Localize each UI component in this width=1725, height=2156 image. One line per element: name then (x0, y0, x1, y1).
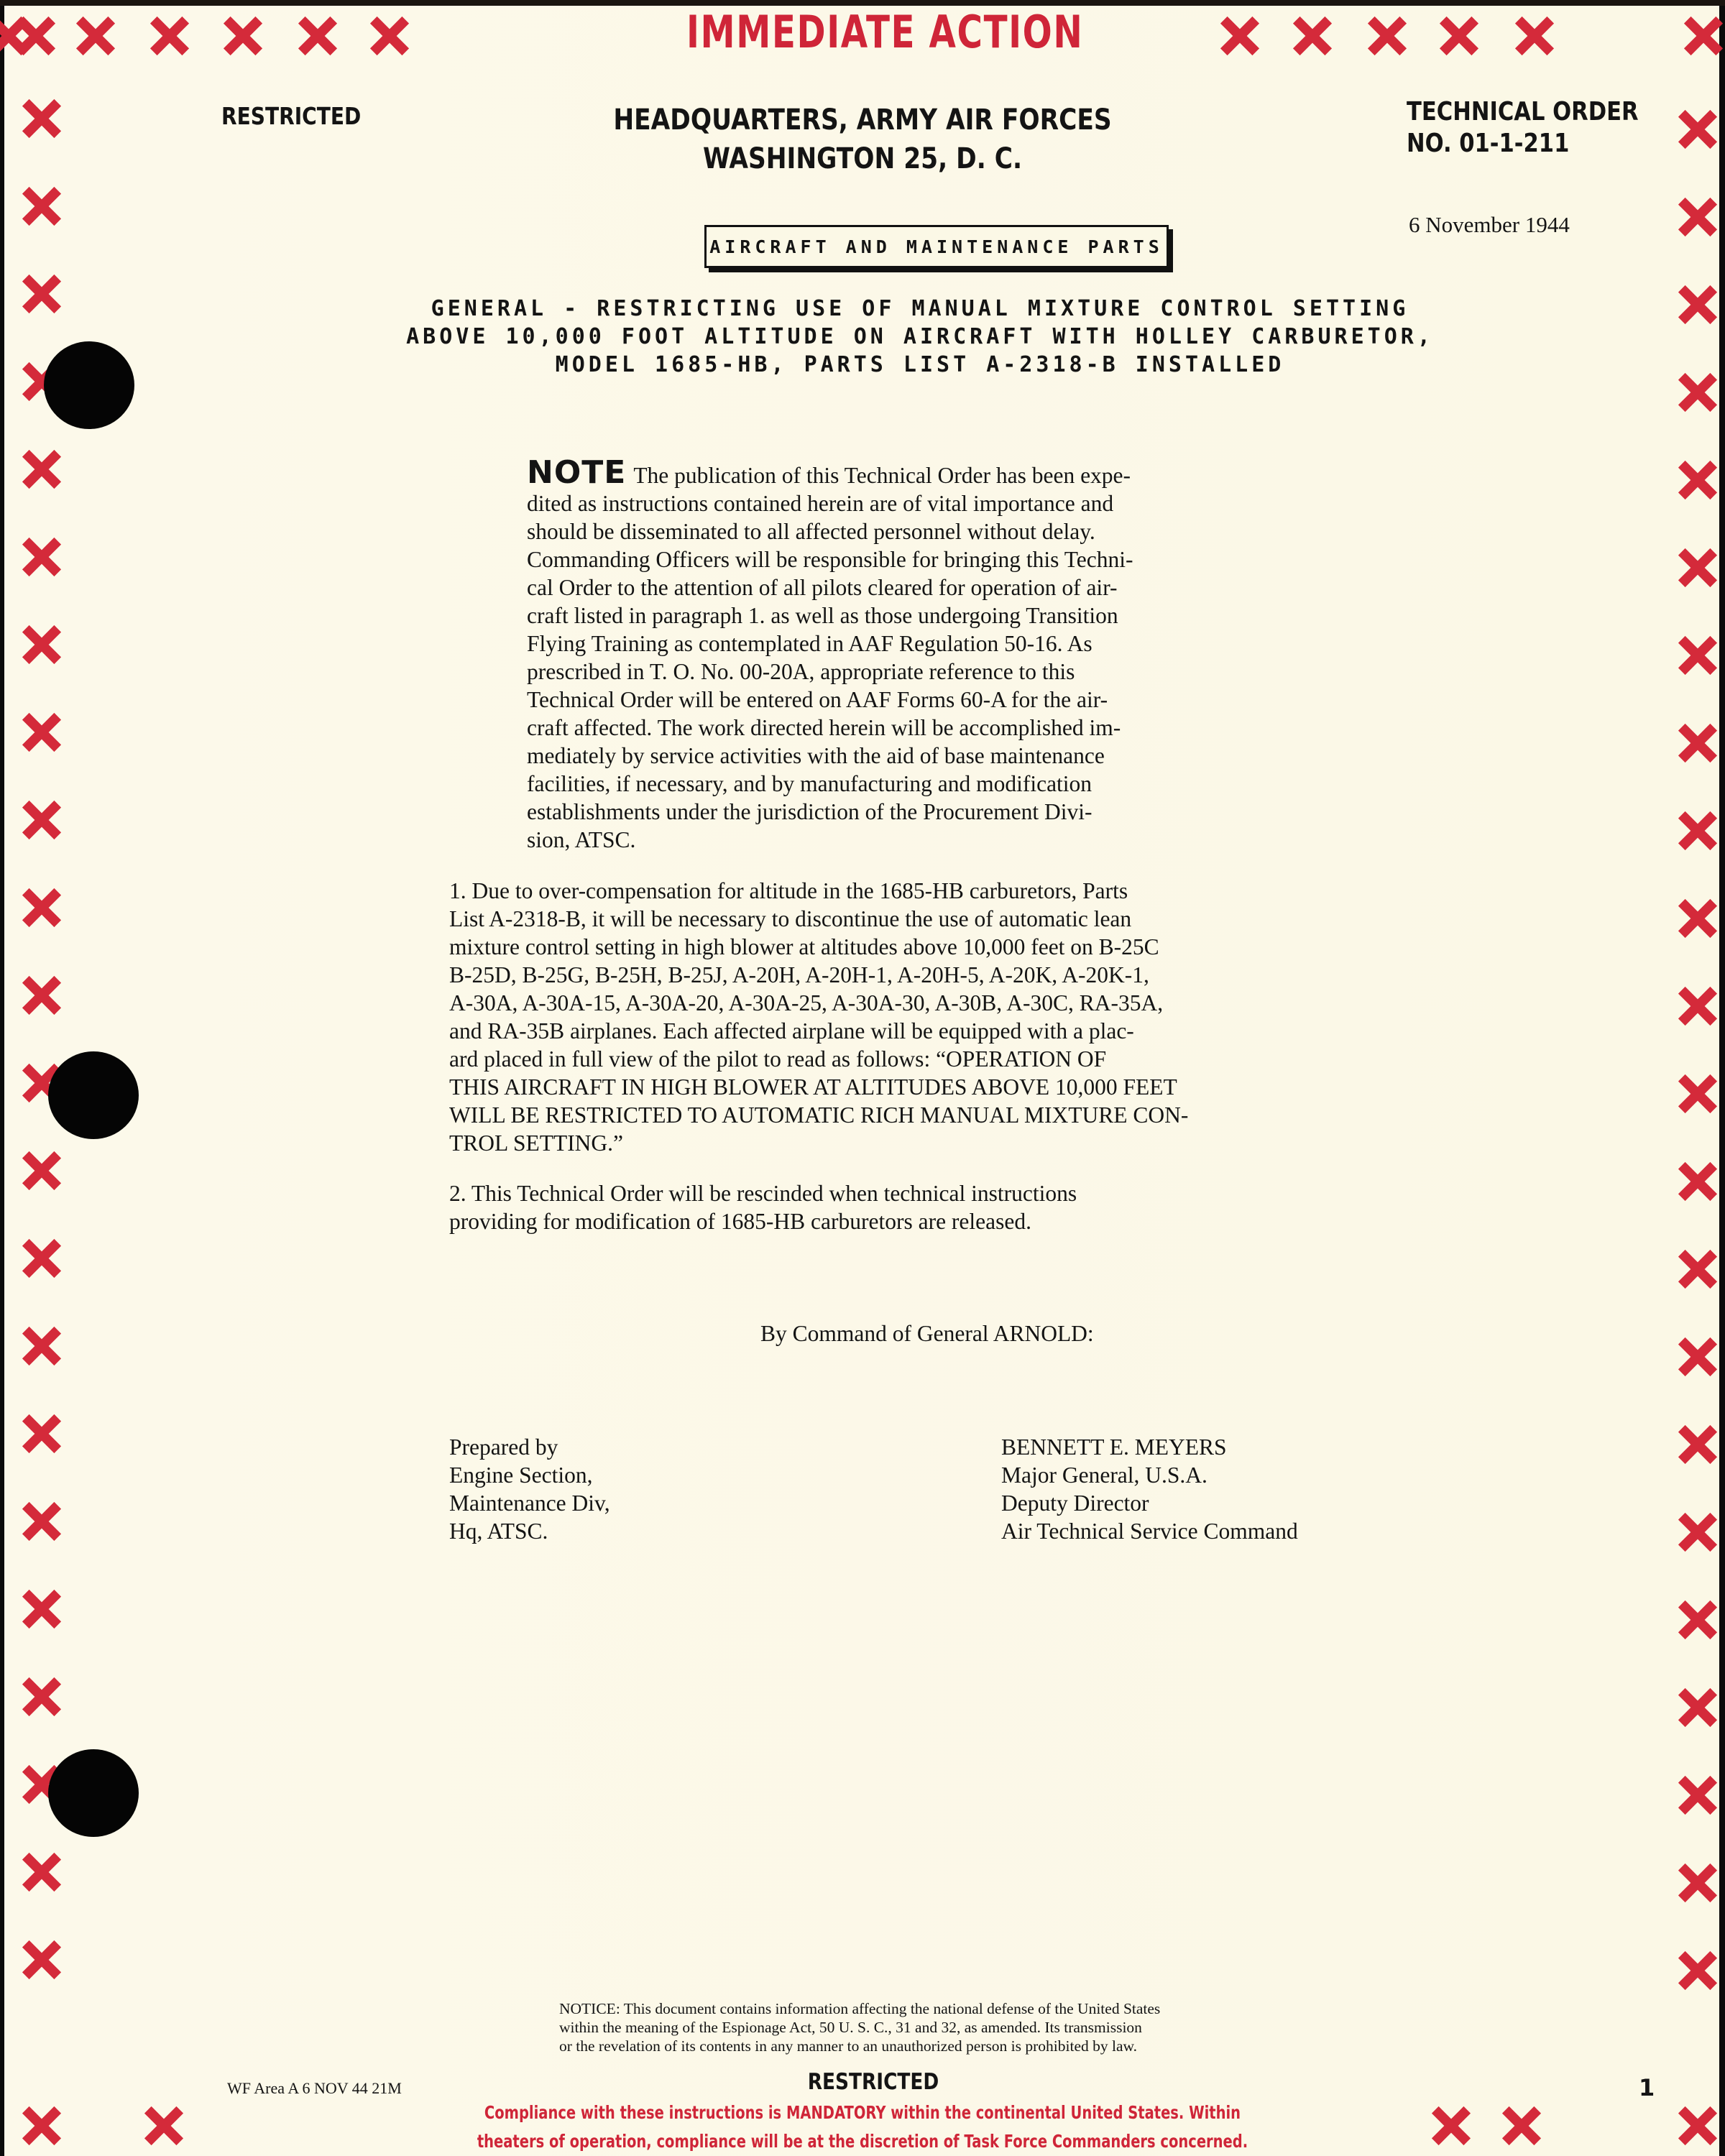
technical-order-number: NO. 01-1-211 (1407, 129, 1570, 158)
classification-top: RESTRICTED (221, 102, 362, 130)
red-x-mark-icon (1366, 15, 1408, 57)
compliance-line: theaters of operation, compliance will be at the discretion of Task Force Commanders concerned. (477, 2131, 1248, 2152)
red-x-mark-icon (1683, 15, 1724, 57)
issue-date: 6 November 1944 (1409, 212, 1570, 237)
red-x-mark-icon (1677, 109, 1719, 150)
red-x-mark-icon (21, 448, 63, 490)
red-x-mark-icon (1677, 1161, 1719, 1202)
red-x-mark-icon (21, 1588, 63, 1630)
red-x-mark-icon (21, 98, 63, 139)
red-x-mark-icon (21, 185, 63, 227)
red-x-mark-icon (21, 1501, 63, 1542)
red-x-mark-icon (1677, 1336, 1719, 1378)
red-x-mark-icon (21, 624, 63, 665)
paragraph-1 (449, 877, 1427, 1157)
red-x-mark-icon (1677, 1950, 1719, 1991)
red-x-mark-icon (75, 15, 116, 57)
red-x-mark-icon (1677, 1599, 1719, 1641)
print-code: WF Area A 6 NOV 44 21M (227, 2079, 402, 2097)
red-x-mark-icon (21, 1939, 63, 1981)
signatory-title: Deputy Director (1001, 1491, 1149, 1516)
paragraph-line: and RA-35B airplanes. Each affected airplane will be equipped with a plac- (449, 1018, 1134, 1044)
signatory-name: BENNETT E. MEYERS (1001, 1434, 1227, 1460)
paragraph-line: mixture control setting in high blower at altitudes above 10,000 feet on B-25C (449, 934, 1159, 959)
note-line: dited as instructions contained herein are of vital importance and (527, 491, 1114, 516)
red-x-mark-icon (21, 1238, 63, 1279)
signature-block (1001, 1433, 1298, 1545)
placard-text-line: WILL BE RESTRICTED TO AUTOMATIC RICH MANUAL MIXTURE CON- (449, 1102, 1189, 1128)
red-x-mark-icon (1677, 898, 1719, 939)
classification-bottom: RESTRICTED (807, 2069, 939, 2095)
red-x-mark-icon (1677, 196, 1719, 238)
red-x-mark-icon (21, 799, 63, 841)
red-x-mark-icon (1292, 15, 1333, 57)
category-label: AIRCRAFT AND MAINTENANCE PARTS (709, 236, 1164, 257)
red-x-mark-icon (1438, 15, 1480, 57)
note-line: The publication of this Technical Order has been expe- (633, 463, 1131, 488)
note-label: NOTE (527, 454, 627, 491)
red-x-mark-icon (1677, 284, 1719, 326)
punch-hole-icon (44, 341, 134, 429)
signatory-rank: Major General, U.S.A. (1001, 1462, 1208, 1488)
note-line: Commanding Officers will be responsible for bringing this Techni- (527, 547, 1133, 572)
red-x-mark-icon (21, 1676, 63, 1718)
prepared-by-line: Maintenance Div, (449, 1491, 610, 1516)
espionage-notice (559, 1999, 1160, 2055)
red-x-mark-icon (1677, 1774, 1719, 1816)
red-x-mark-icon (222, 15, 264, 57)
red-x-mark-icon (21, 273, 63, 315)
paragraph-line: A-30A, A-30A-15, A-30A-20, A-30A-25, A-30A-30, A-30B, A-30C, RA-35A, (449, 990, 1164, 1015)
signatory-command: Air Technical Service Command (1001, 1519, 1298, 1544)
scan-top-edge (0, 0, 1725, 6)
red-x-mark-icon (1677, 1511, 1719, 1553)
placard-text-line: THIS AIRCRAFT IN HIGH BLOWER AT ALTITUDES ABOVE 10,000 FEET (449, 1074, 1177, 1100)
placard-text-line: TROL SETTING.” (449, 1130, 624, 1156)
notice-line: or the revelation of its contents in any manner to an unauthorized person is prohibited by law. (559, 2037, 1138, 2055)
red-x-mark-icon (1677, 1687, 1719, 1728)
red-x-mark-icon (1677, 547, 1719, 589)
note-line: craft listed in paragraph 1. as well as those undergoing Transition (527, 603, 1118, 628)
red-x-mark-icon (21, 711, 63, 753)
red-x-mark-icon (21, 1851, 63, 1893)
note-line: should be disseminated to all affected personnel without delay. (527, 519, 1095, 544)
red-x-mark-icon (149, 15, 190, 57)
red-x-mark-icon (1677, 635, 1719, 676)
paragraph-line: List A-2318-B, it will be necessary to discontinue the use of automatic lean (449, 906, 1132, 931)
red-x-mark-icon (1677, 985, 1719, 1027)
punch-hole-icon (48, 1749, 139, 1837)
red-x-mark-icon (15, 15, 57, 57)
subject-line: ABOVE 10,000 FOOT ALTITUDE ON AIRCRAFT WITH HOLLEY CARBURETOR, (406, 324, 1434, 349)
prepared-by-line: Engine Section, (449, 1462, 593, 1488)
red-x-mark-icon (297, 15, 339, 57)
compliance-notice (134, 2099, 1591, 2156)
note-line: sion, ATSC. (527, 827, 636, 852)
red-x-mark-icon (21, 2105, 63, 2147)
issuer-line-1: HEADQUARTERS, ARMY AIR FORCES (613, 103, 1112, 137)
red-x-mark-icon (1514, 15, 1555, 57)
technical-order-label: TECHNICAL ORDER (1407, 97, 1639, 126)
red-x-mark-icon (1677, 722, 1719, 764)
red-x-mark-icon (1677, 372, 1719, 413)
notice-line: NOTICE: This document contains information affecting the national defense of the United States (559, 2000, 1161, 2017)
red-x-mark-icon (1677, 1424, 1719, 1465)
note-line: craft affected. The work directed herein will be accomplished im- (527, 715, 1121, 740)
command-line: By Command of General ARNOLD: (760, 1321, 1094, 1346)
red-x-mark-icon (1677, 1862, 1719, 1904)
subject-heading (237, 295, 1603, 379)
red-x-mark-icon (1219, 15, 1261, 57)
note-line: establishments under the jurisdiction of the Procurement Divi- (527, 799, 1092, 824)
red-x-mark-icon (1677, 2105, 1719, 2147)
red-x-mark-icon (21, 536, 63, 578)
paragraph-line: 1. Due to over-compensation for altitude in the 1685-HB carburetors, Parts (449, 878, 1128, 903)
red-x-mark-icon (369, 15, 410, 57)
note-line: cal Order to the attention of all pilots cleared for operation of air- (527, 575, 1118, 600)
prepared-by-line: Hq, ATSC. (449, 1519, 548, 1544)
prepared-by-line: Prepared by (449, 1434, 558, 1460)
prepared-by-block (449, 1433, 610, 1545)
red-x-mark-icon (21, 1325, 63, 1367)
immediate-action-banner: IMMEDIATE ACTION (686, 6, 1084, 58)
paragraph-line: B-25D, B-25G, B-25H, B-25J, A-20H, A-20H-1, A-20H-5, A-20K, A-20K-1, (449, 962, 1149, 987)
note-line: mediately by service activities with the aid of base maintenance (527, 743, 1105, 768)
punch-hole-icon (48, 1051, 139, 1139)
technical-order-block (1407, 96, 1639, 160)
paragraph-line: ard placed in full view of the pilot to read as follows: “OPERATION OF (449, 1046, 1107, 1072)
compliance-line: Compliance with these instructions is MANDATORY within the continental United States. Within (484, 2102, 1241, 2123)
red-x-mark-icon (1677, 1248, 1719, 1290)
subject-line: GENERAL - RESTRICTING USE OF MANUAL MIXTURE CONTROL SETTING (431, 296, 1409, 321)
note-line: Flying Training as contemplated in AAF Regulation 50-16. As (527, 631, 1092, 656)
red-x-mark-icon (1677, 459, 1719, 501)
red-x-mark-icon (21, 887, 63, 929)
red-x-mark-icon (21, 975, 63, 1016)
notice-line: within the meaning of the Espionage Act, 50 U. S. C., 31 and 32, as amended. Its transmission (559, 2019, 1142, 2036)
note-line: prescribed in T. O. No. 00-20A, appropriate reference to this (527, 659, 1075, 684)
note-line: Technical Order will be entered on AAF Forms 60-A for the air- (527, 687, 1108, 712)
paragraph-2 (449, 1179, 1427, 1235)
paragraph-line: providing for modification of 1685-HB carburetors are released. (449, 1209, 1031, 1234)
red-x-mark-icon (1677, 810, 1719, 852)
red-x-mark-icon (1677, 1073, 1719, 1115)
note-block (527, 454, 1375, 854)
category-box (704, 225, 1169, 268)
subject-line: MODEL 1685-HB, PARTS LIST A-2318-B INSTALLED (555, 352, 1285, 377)
red-x-mark-icon (21, 1413, 63, 1455)
issuer-line-2: WASHINGTON 25, D. C. (702, 142, 1023, 175)
note-line: facilities, if necessary, and by manufacturing and modification (527, 771, 1092, 796)
page-number: 1 (1639, 2074, 1655, 2101)
red-x-mark-icon (21, 1150, 63, 1192)
paragraph-line: 2. This Technical Order will be rescinded when technical instructions (449, 1181, 1077, 1206)
